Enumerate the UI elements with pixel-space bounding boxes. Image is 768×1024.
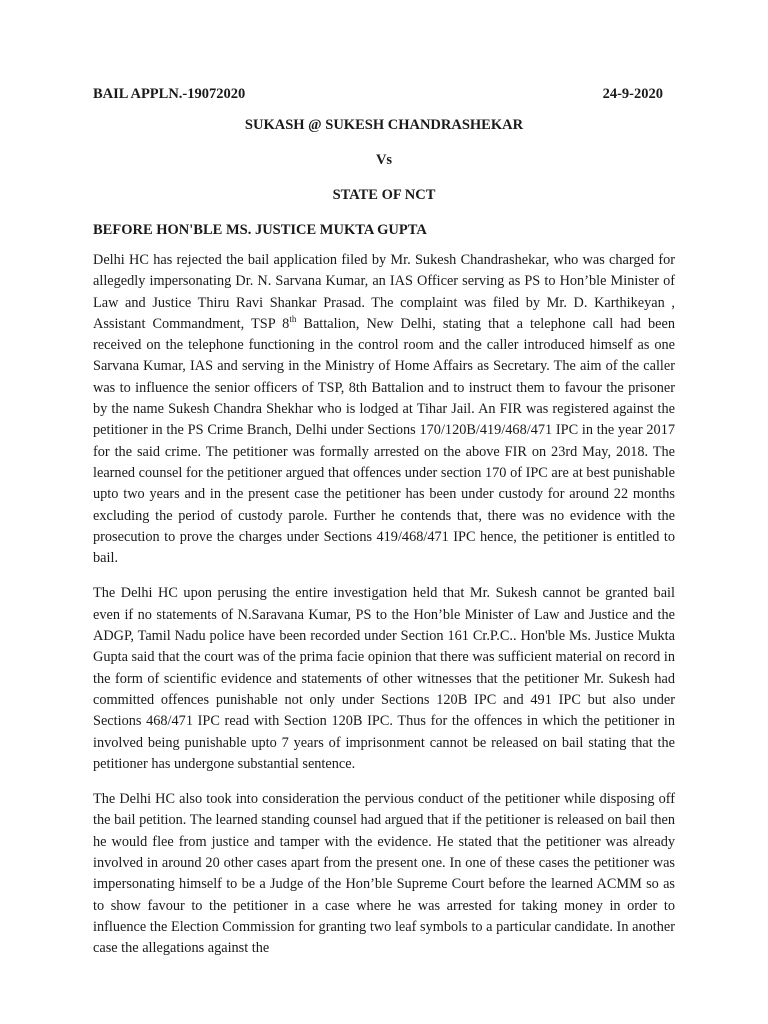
petitioner-name: SUKASH @ SUKESH CHANDRASHEKAR xyxy=(244,117,524,133)
bench-title: BEFORE HON'BLE MS. JUSTICE MUKTA GUPTA xyxy=(93,222,427,238)
paragraph-1-part-a: Delhi HC has rejected the bail application filed by Mr. Sukesh Chandrashekar, who was charged for allegedly impersonating Dr. N. Sarvana Kumar, an IAS Officer serving as PS to Hon’ble Minister of Law and Justice Thiru Ravi Shankar Prasad. The complaint was filed by Mr. D. Karthikeyan , Assistant Commandment, TSP 8 xyxy=(93,252,675,332)
paragraph-1-part-b: Battalion, New Delhi, stating that a telephone call had been received on the telephone functioning in the control room and the caller introduced himself as one Sarvana Kumar, IAS and serving in the Ministry of Home Affairs as Secretary. The aim of the caller was to influence the senior officers of TSP, 8th Battalion and to instruct them to favour the prisoner by the name Sukesh Chandra Shekhar who is lodged at Tihar Jail. An FIR was registered against the petitioner in the PS Crime Branch, Delhi under Sections 170/120B/419/468/471 IPC in the year 2017 for the said crime. The petitioner was formally arrested on the above FIR on 23rd May, 2018. The learned counsel for the petitioner argued that offences under section 170 of IPC are at best punishable upto two years and in the present case the petitioner has been under custody for around 22 months excluding the period of custody parole. Further he contends that, there was no evidence with the prosecution to prove the charges under Sections 419/468/471 IPC hence, the petitioner is entitled to bail. xyxy=(93,315,675,567)
respondent-name: STATE OF NCT xyxy=(332,187,436,203)
versus-label: Vs xyxy=(375,152,393,168)
paragraph-1 xyxy=(93,250,675,569)
case-header xyxy=(93,86,675,103)
paragraph-3: The Delhi HC also took into consideration the pervious conduct of the petitioner while disposing off the bail petition. The learned standing counsel had argued that if the petitioner is released on bail then he would flee from justice and tamper with the evidence. He stated that the petitioner was already involved in around 20 other cases apart from the present one. In one of these cases the petitioner was impersonating himself to be a Judge of the Hon’ble Supreme Court before the learned ACMM so as to show favour to the petitioner in a case where he was arrested for taking money in order to influence the Election Commission for granting two leaf symbols to a particular candidate. In another case the allegations against the xyxy=(93,791,675,957)
case-number: BAIL APPLN.-19072020 xyxy=(93,86,246,102)
case-date: 24-9-2020 xyxy=(602,86,663,102)
paragraph-2: The Delhi HC upon perusing the entire investigation held that Mr. Sukesh cannot be granted bail even if no statements of N.Saravana Kumar, PS to the Hon’ble Minister of Law and Justice and the ADGP, Tamil Nadu police have been recorded under Section 161 Cr.P.C.. Hon'ble Ms. Justice Mukta Gupta said that the court was of the prima facie opinion that there was sufficient material on record in the form of scientific evidence and statements of other witnesses that the petitioner Mr. Sukesh had committed offences punishable not only under Sections 120B IPC and 491 IPC but also under Sections 468/471 IPC read with Section 120B IPC. Thus for the offences in which the petitioner in involved being punishable upto 7 years of imprisonment cannot be released on bail stating that the petitioner has undergone substantial sentence. xyxy=(93,585,675,772)
ordinal-superscript: th xyxy=(289,314,297,325)
